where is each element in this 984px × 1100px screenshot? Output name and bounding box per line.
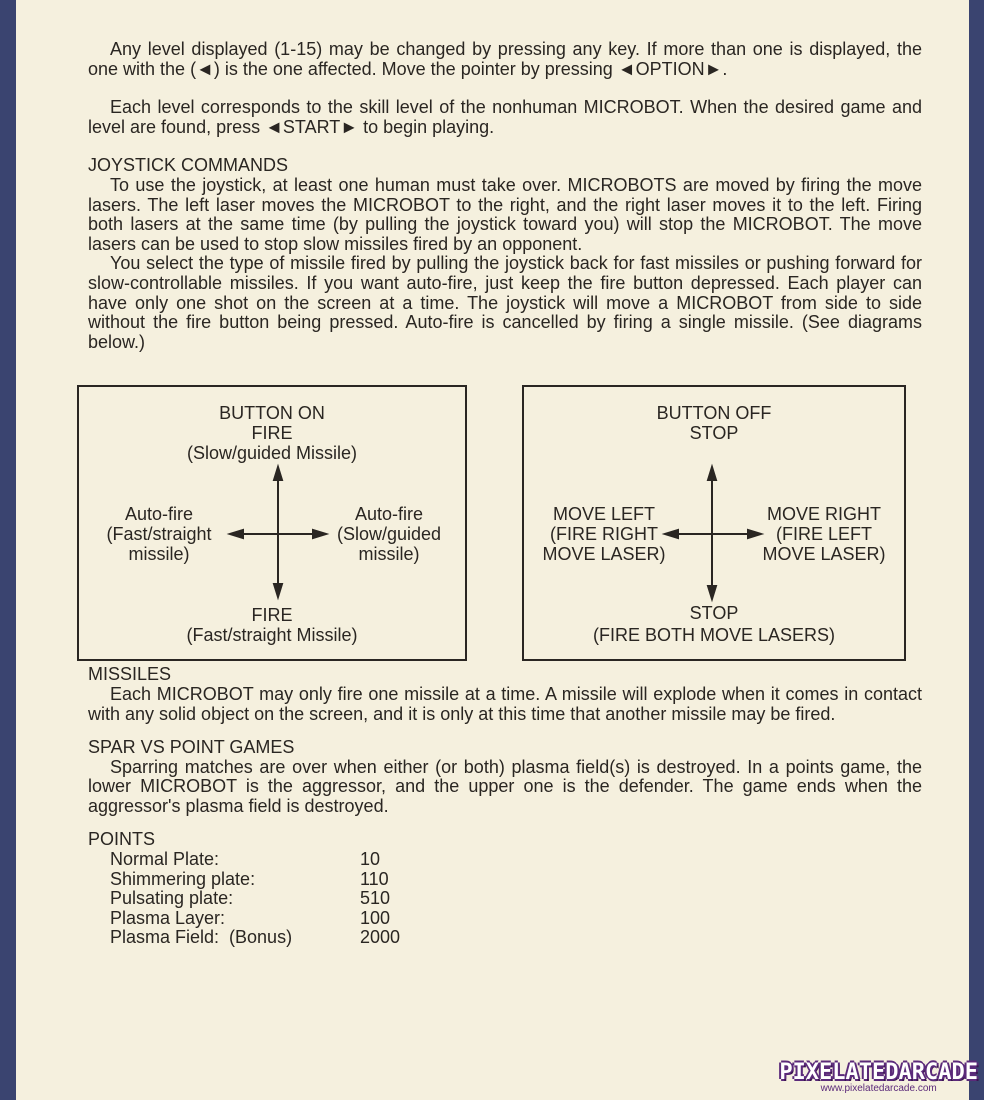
autofire-right-label-2: (Slow/guided [336,524,442,545]
points-row [88,889,922,909]
button-off-diagram [522,385,906,661]
autofire-left-label-2: (Fast/straight [106,524,212,545]
points-label: Shimmering plate: [110,868,256,889]
fire-both-lasers-label: (FIRE BOTH MOVE LASERS) [592,625,836,646]
stop-up-label: STOP [689,423,739,444]
points-row [88,870,922,890]
joystick-paragraph-1: To use the joystick, at least one human must take over. MICROBOTS are moved by firing the move lasers. The left laser moves the MICROBOT to the right, and the right laser moves it to the left. Firing both lasers at the same time (by pulling the joystick toward you) will stop the MICROBOT. The move lasers can be used to stop slow missiles fired by an opponent. [88,174,922,254]
watermark-logo-text: PIXELATEDARCADE [779,1060,978,1085]
points-value: 110 [360,868,389,889]
slow-guided-missile-label: (Slow/guided Missile) [186,443,358,464]
manual-content [88,40,922,948]
points-value: 10 [360,849,381,870]
points-value: 510 [360,888,391,909]
spar-paragraph: Sparring matches are over when either (or both) plasma field(s) is destroyed. In a points game, the lower MICROBOT is the aggressor, and the upper one is the defender. The game ends when the aggressor's plasma field is destroyed. [88,756,922,816]
autofire-left-label-3: missile) [128,544,190,565]
joystick-diagrams [88,385,922,665]
move-right-label-1: MOVE RIGHT [766,504,881,525]
joystick-cross-arrows-icon [79,387,465,659]
manual-page [16,0,969,1100]
move-left-label-3: MOVE LASER) [542,544,666,565]
intro-paragraph-1: Any level displayed (1-15) may be changed by pressing any key. If more than one is displayed, the one with the (◄) is the one affected. Move the pointer by pressing ◄OPTION►. [88,39,922,79]
points-value: 100 [360,907,391,928]
move-left-label-2: (FIRE RIGHT [550,524,658,545]
move-left-label-1: MOVE LEFT [552,504,655,525]
move-right-label-3: MOVE LASER) [762,544,886,565]
button-off-label: BUTTON OFF [656,403,772,424]
joystick-paragraph-2: You select the type of missile fired by pulling the joystick back for fast missiles or pushing forward for slow-controllable missiles. If you want auto-fire, just keep the fire button depressed. Each player can have only one shot on the screen at a time. The joystick will move a MICROBOT from side to side without the fire button being pressed. Auto-fire is cancelled by firing a single missile. (See diagrams below.) [88,253,922,352]
spar-heading: SPAR VS POINT GAMES [88,737,295,758]
points-row [88,850,922,870]
missiles-heading: MISSILES [88,664,172,685]
joystick-heading: JOYSTICK COMMANDS [88,155,289,176]
fast-straight-missile-label: (Fast/straight Missile) [186,625,358,646]
points-label: Plasma Layer: [110,907,226,928]
points-heading: POINTS [88,829,156,850]
points-table [88,850,922,948]
points-row [88,928,922,948]
points-label: Pulsating plate: [110,888,234,909]
points-row [88,909,922,929]
move-right-label-2: (FIRE LEFT [775,524,872,545]
intro-paragraph-2: Each level corresponds to the skill level of the nonhuman MICROBOT. When the desired game and level are found, press ◄START► to begin playing. [88,97,922,137]
button-on-label: BUTTON ON [219,403,325,424]
points-label: Plasma Field: (Bonus) [110,927,293,948]
watermark-url: www.pixelatedarcade.com [820,1083,937,1094]
points-value: 2000 [360,927,401,948]
button-on-diagram [77,385,467,661]
fire-down-label: FIRE [251,605,293,626]
autofire-right-label-1: Auto-fire [354,504,424,525]
autofire-right-label-3: missile) [358,544,420,565]
autofire-left-label-1: Auto-fire [124,504,194,525]
fire-up-label: FIRE [251,423,293,444]
pixelatedarcade-watermark [779,1060,978,1094]
points-label: Normal Plate: [110,849,220,870]
stop-down-label: STOP [689,603,739,624]
missiles-paragraph: Each MICROBOT may only fire one missile at a time. A missile will explode when it comes in contact with any solid object on the screen, and it is only at this time that another missile may be fired. [88,683,922,724]
joystick-move-arrows-icon [524,387,904,659]
